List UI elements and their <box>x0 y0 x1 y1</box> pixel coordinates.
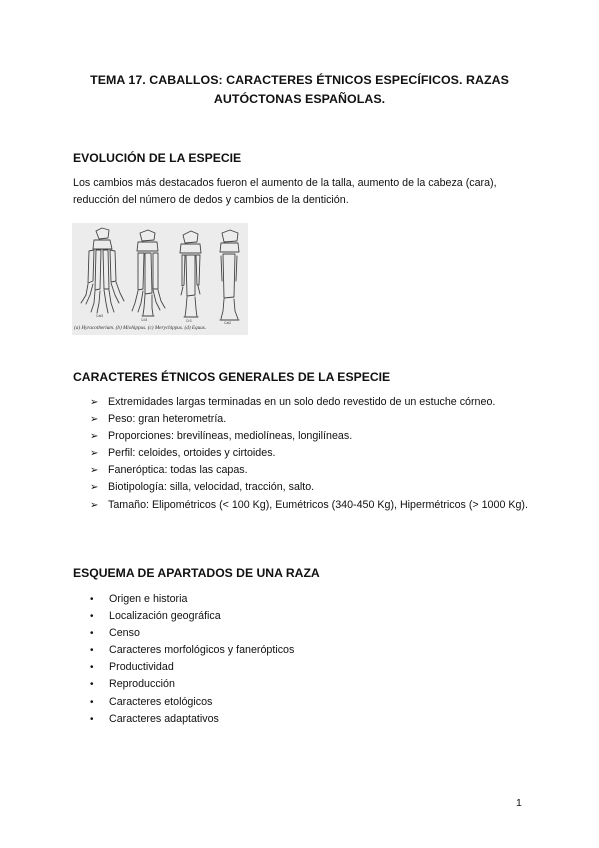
bullet-icon: • <box>90 696 94 708</box>
figure-label-b: Cd3 <box>141 318 148 322</box>
equus-foot <box>220 230 239 320</box>
figure-label-a: Cat3 <box>96 314 104 318</box>
merychippus-foot <box>180 231 201 317</box>
page-number: 1 <box>516 797 522 809</box>
foot-bones-drawing <box>72 223 248 335</box>
figure-label-c: Cr3 <box>186 319 192 323</box>
list-item: • Censo <box>90 625 490 642</box>
arrow-bullet-icon: ➢ <box>90 465 99 477</box>
hyracotherium-foot <box>81 228 124 313</box>
arrow-bullet-icon: ➢ <box>90 431 99 443</box>
bullet-icon: • <box>90 594 94 605</box>
section-heading-esquema: ESQUEMA DE APARTADOS DE UNA RAZA <box>73 566 320 580</box>
section-heading-evolucion: EVOLUCIÓN DE LA ESPECIE <box>73 151 242 165</box>
figure-label-d: Cat2 <box>224 321 232 325</box>
foot-bones-figure <box>72 223 248 335</box>
arrow-bullet-icon: ➢ <box>90 482 99 494</box>
title-line-2: AUTÓCTONAS ESPAÑOLAS. <box>213 92 386 106</box>
list-item: ➢ Proporciones: brevilíneas, mediolíneas, longilíneas. <box>90 428 530 445</box>
esquema-list <box>90 591 490 728</box>
list-item: • Reproducción <box>90 676 490 693</box>
title-line-1: TEMA 17. CABALLOS: CARACTERES ÉTNICOS ESPECÍFICOS. RAZAS <box>90 73 509 87</box>
list-item: • Localización geográfica <box>90 608 490 625</box>
bullet-icon: • <box>90 662 94 674</box>
bullet-icon: • <box>90 713 94 725</box>
arrow-bullet-icon: ➢ <box>90 397 99 408</box>
list-item: ➢ Extremidades largas terminadas en un solo dedo revestido de un estuche córneo. <box>90 394 530 411</box>
arrow-bullet-icon: ➢ <box>90 448 99 460</box>
list-item: • Caracteres etológicos <box>90 694 490 711</box>
list-item: • Productividad <box>90 659 490 676</box>
list-item: ➢ Faneróptica: todas las capas. <box>90 462 530 479</box>
bullet-icon: • <box>90 645 94 657</box>
list-item: • Caracteres adaptativos <box>90 711 490 728</box>
caracteres-list <box>90 394 530 514</box>
miohippus-foot <box>132 230 165 316</box>
list-item: • Caracteres morfológicos y fanerópticos <box>90 642 490 659</box>
bullet-icon: • <box>90 628 94 640</box>
document-title <box>60 71 539 109</box>
arrow-bullet-icon: ➢ <box>90 414 99 426</box>
list-item: • Origen e historia <box>90 591 490 608</box>
section-heading-caracteres: CARACTERES ÉTNICOS GENERALES DE LA ESPECIE <box>73 370 391 384</box>
arrow-bullet-icon: ➢ <box>90 499 99 511</box>
figure-caption: (a) Hyracotherium. (b) Miohippus. (c) Merychippus. (d) Equus. <box>74 325 207 331</box>
list-item: ➢ Peso: gran heterometría. <box>90 411 530 428</box>
bullet-icon: • <box>90 679 94 691</box>
list-item: ➢ Biotipología: silla, velocidad, tracción, salto. <box>90 479 530 496</box>
list-item: ➢ Tamaño: Elipométricos (< 100 Kg), Eumétricos (340-450 Kg), Hipermétricos (> 1000 Kg). <box>90 497 530 514</box>
section-paragraph-evolucion: Los cambios más destacados fueron el aumento de la talla, aumento de la cabeza (cara), reducción del número de dedos y cambios de la dentición. <box>73 177 497 206</box>
list-item: ➢ Perfil: celoides, ortoides y cirtoides. <box>90 445 530 462</box>
bullet-icon: • <box>90 611 94 623</box>
